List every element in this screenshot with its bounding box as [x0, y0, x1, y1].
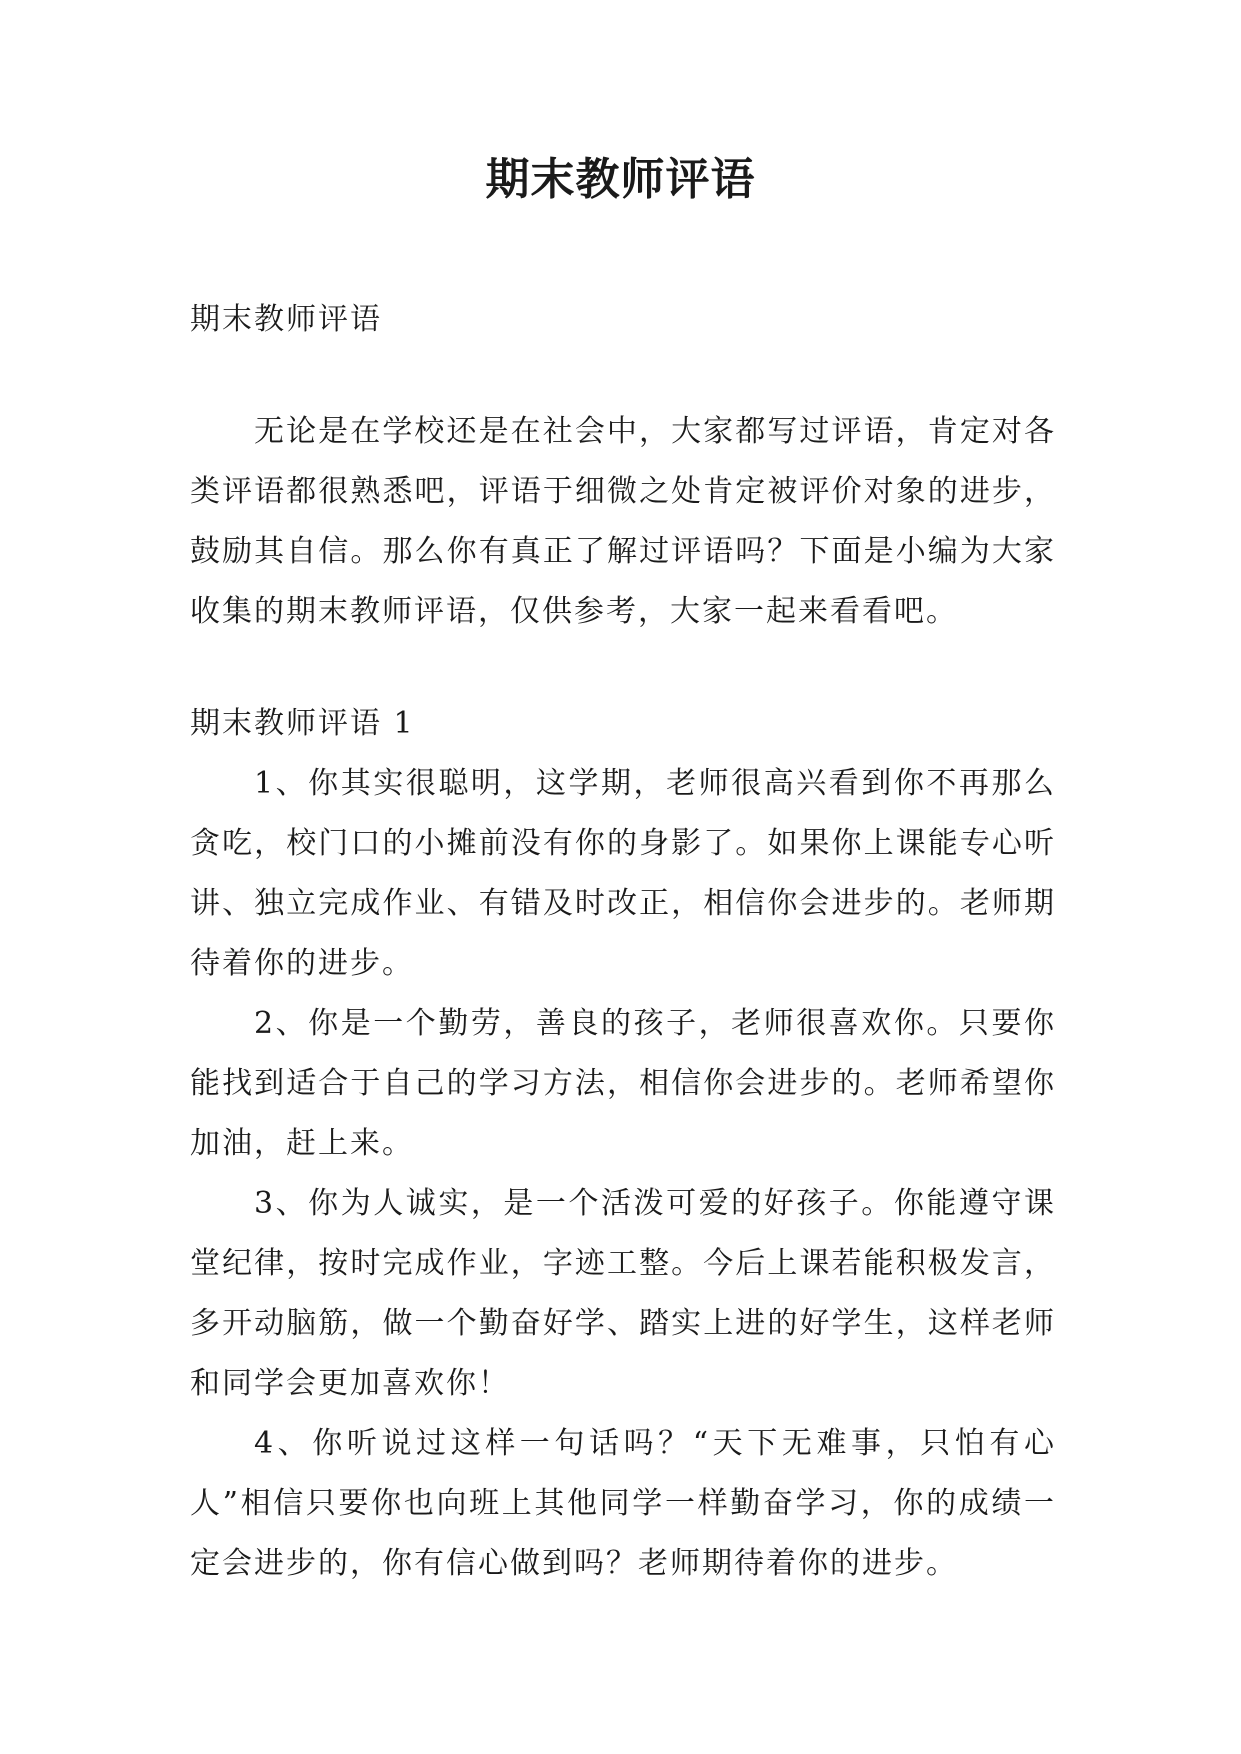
spacer	[190, 642, 1056, 694]
comment-item-3: 3、你为人诚实，是一个活泼可爱的好孩子。你能遵守课堂纪律，按时完成作业，字迹工整。今后上课若能积极发言，多开动脑筋，做一个勤奋好学、踏实上进的好学生，这样老师和同学会更加喜欢你！	[190, 1186, 1056, 1401]
intro-paragraph: 无论是在学校还是在社会中，大家都写过评语，肯定对各类评语都很熟悉吧，评语于细微之处肯定被评价对象的进步，鼓励其自信。那么你有真正了解过评语吗？下面是小编为大家收集的期末教师评语，仅供参考，大家一起来看看吧。	[190, 414, 1056, 629]
spacer	[190, 350, 1056, 402]
comment-item-4: 4、你听说过这样一句话吗？“天下无难事，只怕有心人”相信只要你也向班上其他同学一样勤奋学习，你的成绩一定会进步的，你有信心做到吗？老师期待着你的进步。	[190, 1426, 1056, 1581]
document-subtitle: 期末教师评语	[190, 302, 382, 337]
comment-item-1: 1、你其实很聪明，这学期，老师很高兴看到你不再那么贪吃，校门口的小摊前没有你的身影了。如果你上课能专心听讲、独立完成作业、有错及时改正，相信你会进步的。老师期待着你的进步。	[190, 766, 1056, 981]
comment-item-2: 2、你是一个勤劳，善良的孩子，老师很喜欢你。只要你能找到适合于自己的学习方法，相信你会进步的。老师希望你加油，赶上来。	[190, 1006, 1056, 1161]
document-title: 期末教师评语	[485, 154, 756, 205]
document-body	[190, 290, 1056, 1594]
section-heading: 期末教师评语 1	[190, 706, 415, 741]
